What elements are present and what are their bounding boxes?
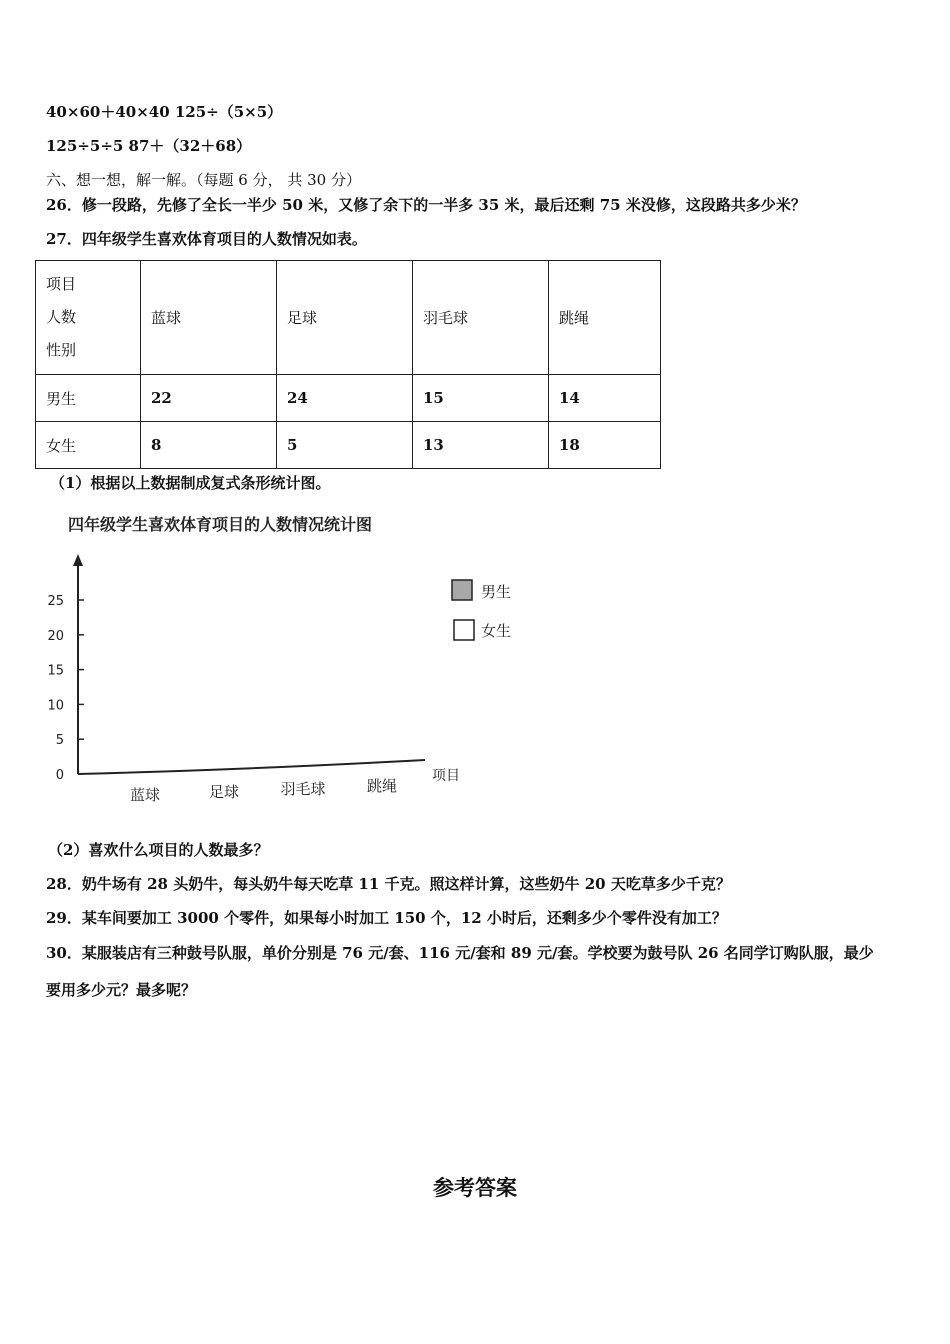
sports-table xyxy=(35,260,661,469)
x-category-label: 羽毛球 xyxy=(280,780,326,798)
legend-swatch-female xyxy=(454,620,474,640)
table-header-cell: 蓝球 xyxy=(141,261,277,375)
calc-line-2: 125÷5÷5 87＋（32＋68） xyxy=(46,137,252,155)
table-row xyxy=(36,422,661,469)
y-axis-arrow xyxy=(73,554,83,566)
table-header-cell: 跳绳 xyxy=(549,261,661,375)
question-27: 27．四年级学生喜欢体育项目的人数情况如表。 xyxy=(46,230,367,248)
y-tick-label: 20 xyxy=(47,628,64,644)
table-header-cell: 羽毛球 xyxy=(413,261,549,375)
row-label: 女生 xyxy=(36,422,141,469)
table-cell: 18 xyxy=(549,422,661,469)
x-axis-label: 项目 xyxy=(432,768,460,784)
table-cell: 22 xyxy=(141,375,277,422)
question-26: 26．修一段路，先修了全长一半少 50 米，又修了余下的一半多 35 米，最后还剩 75 米没修，这段路共多少米？ xyxy=(46,196,806,214)
table-row xyxy=(36,375,661,422)
corner-label-project: 项目 xyxy=(46,275,77,293)
x-axis xyxy=(78,760,425,774)
question-28: 28．奶牛场有 28 头奶牛，每头奶牛每天吃草 11 千克。照这样计算，这些奶牛 20 天吃草多少千克？ xyxy=(46,875,731,893)
table-corner-cell xyxy=(36,261,141,375)
table-cell: 13 xyxy=(413,422,549,469)
chart-title: 四年级学生喜欢体育项目的人数情况统计图 xyxy=(68,515,373,534)
legend-swatch-male xyxy=(452,580,472,600)
answer-section-title: 参考答案 xyxy=(433,1176,517,1200)
table-header-row xyxy=(36,261,661,375)
question-27-part-2: （2）喜欢什么项目的人数最多？ xyxy=(48,841,269,859)
section-heading: 六、想一想，解一解。（每题 6 分， 共 30 分） xyxy=(46,171,361,189)
y-tick-label: 25 xyxy=(47,594,64,609)
calc-line-1: 40×60＋40×40 125÷（5×5） xyxy=(46,103,283,121)
corner-label-gender: 性别 xyxy=(46,341,77,359)
question-27-part-1: （1）根据以上数据制成复式条形统计图。 xyxy=(50,474,331,492)
x-category-label: 蓝球 xyxy=(129,786,161,804)
table-cell: 5 xyxy=(277,422,413,469)
legend-label-male: 男生 xyxy=(481,583,512,601)
table-cell: 15 xyxy=(413,375,549,422)
corner-label-count: 人数 xyxy=(46,308,77,326)
table-cell: 24 xyxy=(277,375,413,422)
question-30-line-1: 30．某服装店有三种鼓号队服，单价分别是 76 元/套、116 元/套和 89 元/套。学校要为鼓号队 26 名同学订购队服，最少 xyxy=(46,944,874,962)
bar-chart xyxy=(40,508,512,813)
x-category-label: 跳绳 xyxy=(366,777,398,795)
y-tick-label: 10 xyxy=(47,698,64,714)
question-29: 29．某车间要加工 3000 个零件，如果每小时加工 150 个，12 小时后，还剩多少个零件没有加工？ xyxy=(46,909,727,927)
y-tick-label: 5 xyxy=(55,733,64,749)
y-tick-label: 15 xyxy=(47,663,64,679)
x-category-label: 足球 xyxy=(208,783,240,801)
row-label: 男生 xyxy=(36,375,141,422)
legend-label-female: 女生 xyxy=(481,622,512,640)
question-30-line-2: 要用多少元？最多呢？ xyxy=(46,981,197,999)
table-header-cell: 足球 xyxy=(277,261,413,375)
table-cell: 14 xyxy=(549,375,661,422)
x-categories xyxy=(130,777,397,804)
table-cell: 8 xyxy=(141,422,277,469)
y-tick-label: 0 xyxy=(55,768,64,783)
